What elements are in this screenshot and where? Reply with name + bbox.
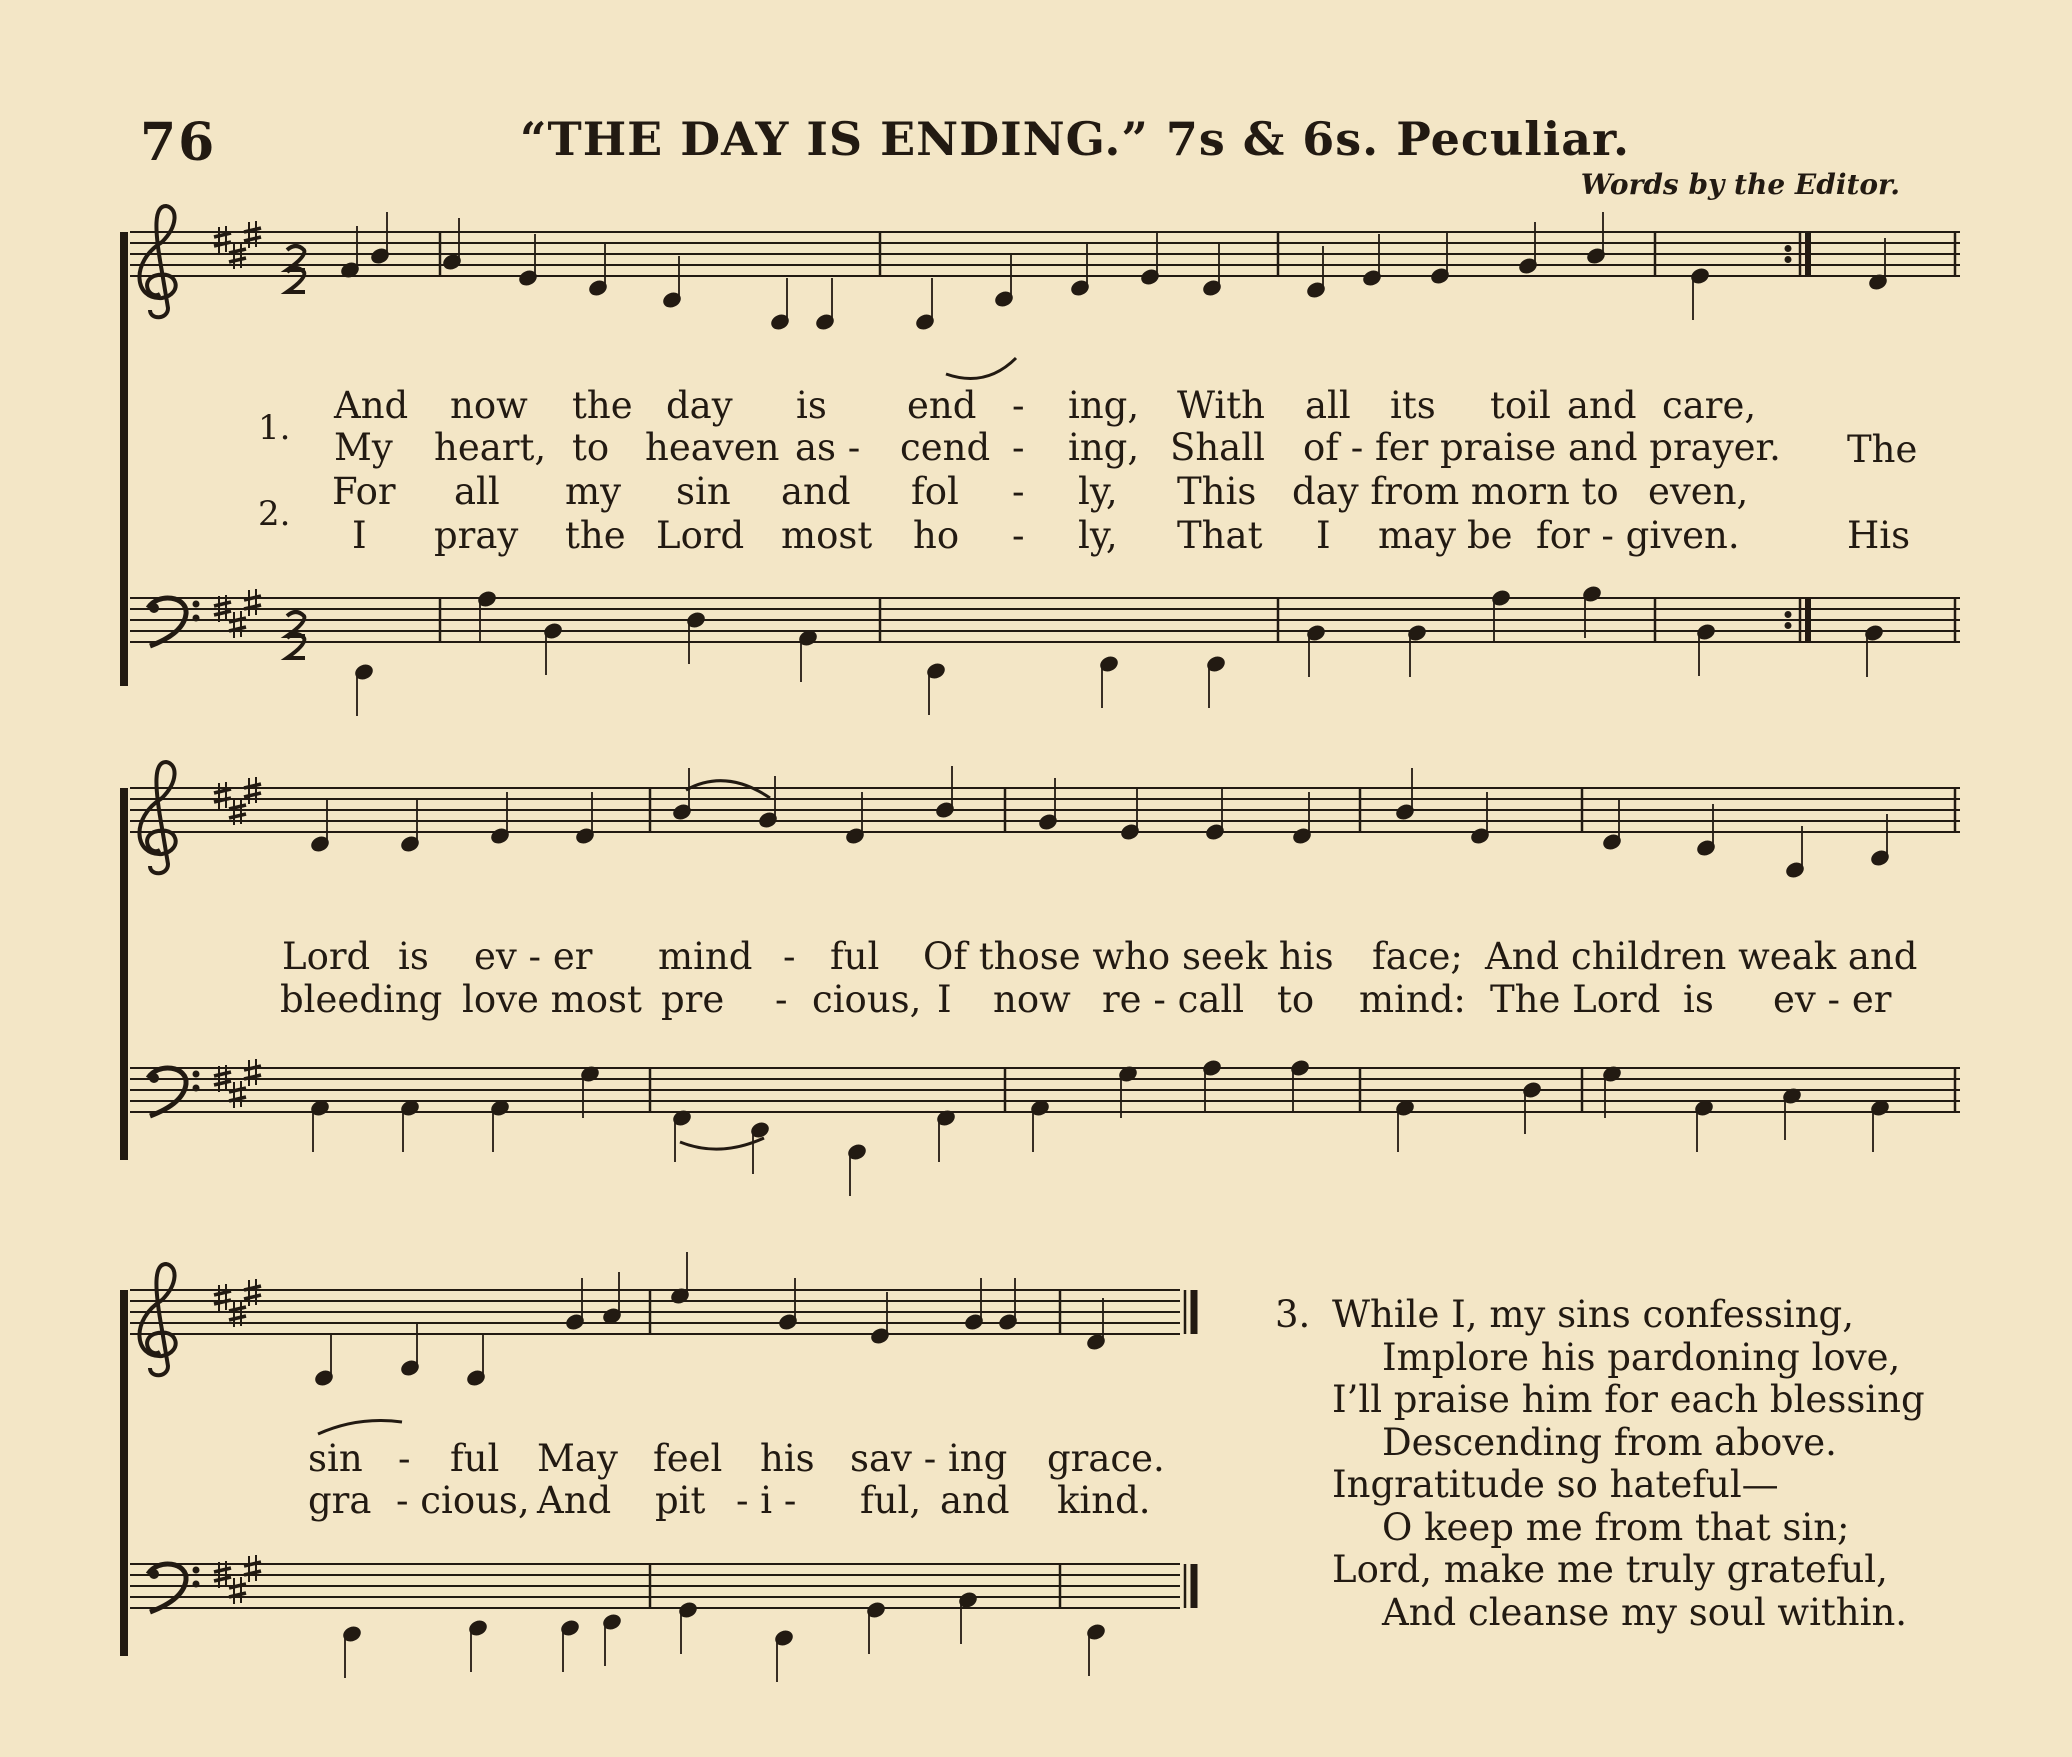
lyric-word: is: [398, 935, 429, 978]
lyric-word: ful: [450, 1437, 500, 1480]
bass-clef-dot: [193, 1567, 200, 1574]
stanza-number: 3.: [1275, 1293, 1311, 1336]
lyric-word: The Lord: [1490, 978, 1661, 1021]
sharp-sign: [229, 1088, 246, 1092]
lyric-word: toil: [1490, 384, 1551, 427]
repeat-dot: [1785, 622, 1792, 629]
lyric-word: care,: [1662, 384, 1757, 427]
lyric-word: mind:: [1359, 978, 1466, 1021]
lyric-word: My: [334, 426, 393, 469]
treble-clef: [139, 1264, 175, 1375]
lyric-word: its: [1390, 384, 1436, 427]
lyric-word: And: [334, 384, 409, 427]
lyric-word: -: [1012, 426, 1025, 469]
lyric-word: to: [1277, 978, 1315, 1021]
repeat-dot: [1785, 256, 1792, 263]
lyric-word: be: [1467, 514, 1513, 557]
lyric-pickup: The: [1847, 428, 1918, 471]
page-number: 76: [140, 112, 217, 173]
lyric-word: Lord: [656, 514, 745, 557]
lyric-word: may: [1378, 514, 1457, 557]
lyric-word: Lord: [282, 935, 371, 978]
lyric-word: sin: [308, 1437, 363, 1480]
sharp-sign: [214, 1568, 231, 1572]
stanza-line: While I, my sins confessing,: [1332, 1293, 1854, 1336]
lyric-word: day from morn to: [1292, 470, 1619, 513]
lyric-word: my: [565, 470, 621, 513]
lyric-word: kind.: [1057, 1479, 1151, 1522]
lyric-word: ev - er: [474, 935, 593, 978]
repeat-dot: [1785, 245, 1792, 252]
system-brace: [120, 1290, 128, 1656]
sharp-sign: [214, 602, 231, 606]
lyric-word: I: [937, 978, 952, 1021]
sharp-sign: [229, 1307, 246, 1311]
stanza-line: Implore his pardoning love,: [1382, 1335, 1901, 1379]
sharp-sign: [214, 1291, 231, 1295]
sharp-sign: [229, 1584, 246, 1588]
lyric-word: And: [537, 1479, 612, 1522]
sharp-sign: [214, 1577, 231, 1581]
system-brace: [120, 788, 128, 1160]
bass-clef-dot: [149, 1569, 159, 1579]
lyric-word: This: [1177, 470, 1257, 513]
lyric-word: ing,: [1068, 426, 1140, 469]
lyric-word: pit: [655, 1479, 706, 1522]
sharp-sign: [229, 249, 246, 253]
repeat-dot: [1785, 611, 1792, 618]
lyric-word: is: [796, 384, 827, 427]
lyric-word: ly,: [1078, 514, 1118, 557]
lyric-word: -: [775, 978, 788, 1021]
lyric-word: ful: [830, 935, 880, 978]
bass-clef-dot: [193, 615, 200, 622]
lyric-word: - i -: [736, 1479, 797, 1522]
lyric-word: end: [907, 384, 977, 427]
lyric-word: for - given.: [1536, 514, 1740, 557]
sharp-sign: [214, 233, 231, 237]
treble-clef: [139, 762, 175, 873]
lyric-word: as -: [795, 426, 861, 469]
lyric-word: Of those who seek his: [923, 935, 1334, 978]
lyric-word: gra: [308, 1479, 372, 1522]
lyric-word: sin: [676, 470, 731, 513]
sharp-sign: [244, 1066, 261, 1070]
lyric-word: fol: [911, 470, 959, 513]
bass-clef-dot: [193, 601, 200, 608]
stanza-line: O keep me from that sin;: [1382, 1505, 1850, 1549]
lyric-word: And children weak and: [1485, 935, 1918, 978]
lyric-word: With: [1177, 384, 1265, 427]
lyric-word: Shall: [1170, 426, 1265, 469]
sharp-sign: [244, 596, 261, 600]
tie-slur: [686, 781, 770, 798]
lyric-word: love most: [462, 978, 642, 1021]
lyric-word: feel: [653, 1437, 723, 1480]
sharp-sign: [244, 237, 261, 241]
lyric-word: most: [781, 514, 873, 557]
lyric-word: pre: [661, 978, 725, 1021]
lyric-word: -: [398, 1437, 411, 1480]
lyric-word: ev - er: [1773, 978, 1892, 1021]
lyric-word: pray: [434, 514, 519, 557]
lyric-word: even,: [1648, 470, 1749, 513]
bass-clef-dot: [193, 1581, 200, 1588]
lyric-word: of - fer praise and prayer.: [1303, 426, 1781, 469]
sharp-sign: [214, 1072, 231, 1076]
tie-slur: [318, 1421, 402, 1435]
lyric-word: -: [1012, 514, 1025, 557]
lyric-word: -: [1012, 470, 1025, 513]
lyric-word: -: [783, 935, 796, 978]
words-credit: Words by the Editor.: [1580, 168, 1900, 201]
lyric-word: cious,: [812, 978, 922, 1021]
sharp-sign: [229, 805, 246, 809]
sharp-sign: [229, 618, 246, 622]
lyric-word: day: [666, 384, 733, 427]
lyric-word: For: [332, 470, 396, 513]
lyric-word: and: [1567, 384, 1637, 427]
stanza-line: And cleanse my soul within.: [1382, 1590, 1908, 1634]
treble-clef: [139, 206, 175, 317]
lyric-word: all: [454, 470, 500, 513]
lyric-word: re - call: [1102, 978, 1245, 1021]
sharp-sign: [229, 258, 246, 262]
system-brace: [120, 232, 128, 686]
lyric-word: I: [352, 514, 367, 557]
lyric-word: bleeding: [280, 978, 443, 1021]
lyric-word: - cious,: [396, 1479, 530, 1522]
verse-number-2: 2.: [258, 494, 291, 534]
sharp-sign: [229, 1316, 246, 1320]
lyric-word: That: [1177, 514, 1263, 557]
lyric-word: heart,: [434, 426, 547, 469]
lyric-word: heaven: [645, 426, 780, 469]
lyric-word: now: [450, 384, 528, 427]
lyric-word: -: [1012, 384, 1025, 427]
stanza-line: I’ll praise him for each blessing: [1332, 1378, 1925, 1421]
lyric-word: is: [1683, 978, 1714, 1021]
sharp-sign: [244, 1295, 261, 1299]
lyric-word: mind: [658, 935, 753, 978]
lyric-word: to: [572, 426, 610, 469]
lyric-word: the: [565, 514, 626, 557]
sharp-sign: [214, 1081, 231, 1085]
hymn-title: “THE DAY IS ENDING.” 7s & 6s. Peculiar.: [520, 112, 1631, 166]
lyric-word: the: [572, 384, 633, 427]
lyric-word: sav - ing: [850, 1437, 1008, 1480]
lyric-word: grace.: [1047, 1437, 1165, 1480]
stanza-line: Lord, make me truly grateful,: [1332, 1548, 1888, 1591]
bass-clef-dot: [149, 603, 159, 613]
sharp-sign: [244, 793, 261, 797]
sharp-sign: [214, 611, 231, 615]
lyric-word: ho: [913, 514, 960, 557]
bass-clef-dot: [193, 1085, 200, 1092]
stanza-line: Descending from above.: [1382, 1420, 1837, 1464]
bass-clef-dot: [149, 1073, 159, 1083]
stanza-line: Ingratitude so hateful—: [1332, 1463, 1779, 1506]
lyric-word: cend: [900, 426, 991, 469]
lyric-word: I: [1316, 514, 1331, 557]
bass-clef-dot: [193, 1071, 200, 1078]
sharp-sign: [229, 814, 246, 818]
lyric-word: now: [993, 978, 1071, 1021]
lyric-word: ful,: [860, 1479, 922, 1522]
lyric-word: and: [940, 1479, 1010, 1522]
lyric-word: his: [760, 1437, 815, 1480]
lyric-word: and: [781, 470, 851, 513]
sharp-sign: [214, 789, 231, 793]
lyric-word: ing,: [1068, 384, 1140, 427]
lyric-word: all: [1305, 384, 1351, 427]
lyric-pickup: His: [1847, 514, 1911, 557]
lyric-word: face;: [1372, 935, 1463, 978]
tie-slur: [946, 358, 1016, 378]
lyric-word: ly,: [1078, 470, 1118, 513]
tie-slur: [680, 1138, 764, 1149]
stanza-lines: [1332, 1294, 2032, 1634]
verse-number-1: 1.: [258, 408, 291, 448]
lyric-word: May: [537, 1437, 618, 1480]
sharp-sign: [244, 1562, 261, 1566]
